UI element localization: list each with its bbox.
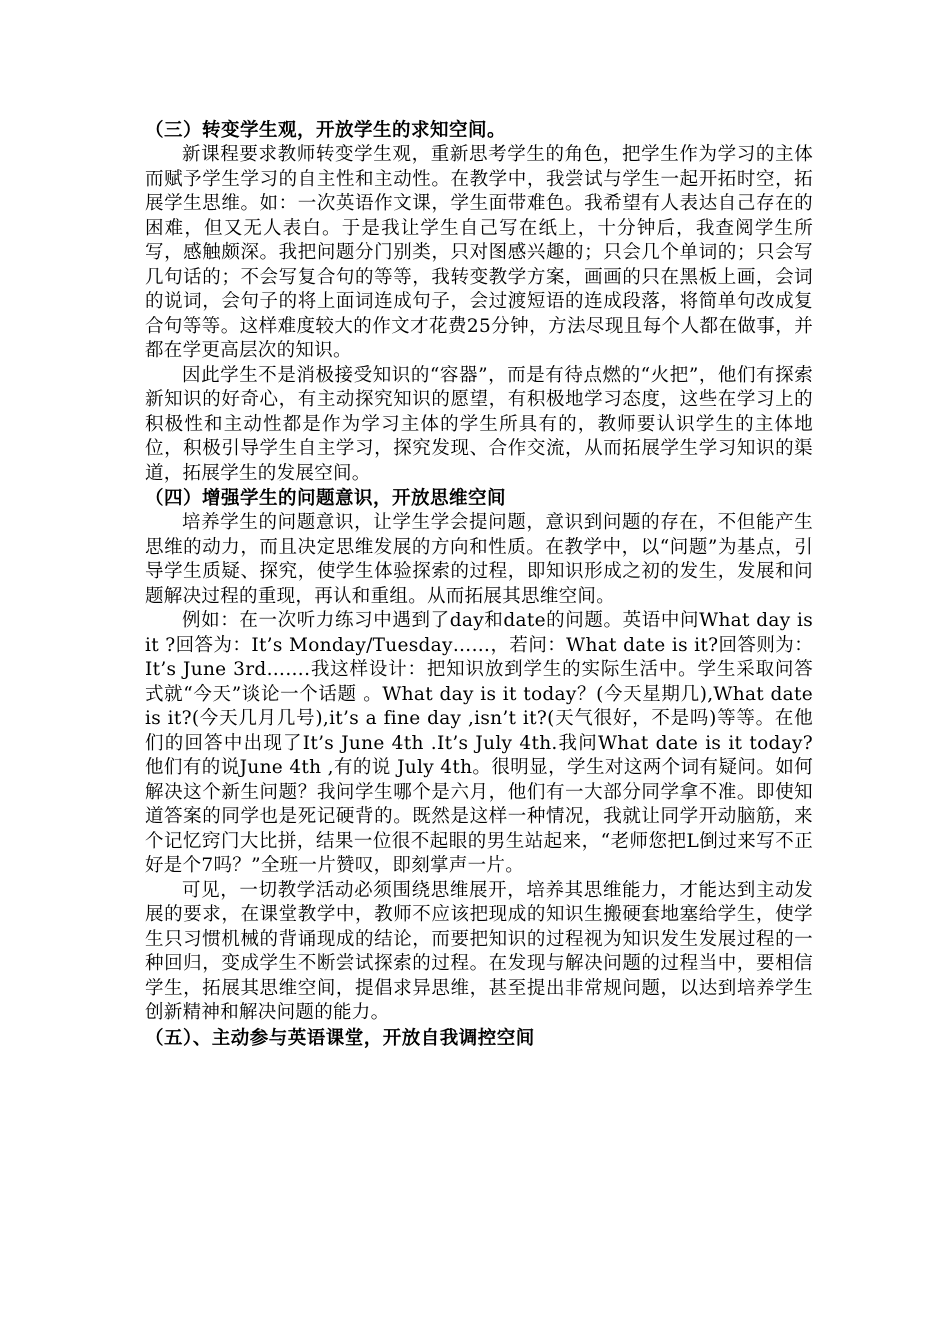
document-page xyxy=(145,118,813,1051)
section-4-heading: （四）增强学生的问题意识，开放思维空间 xyxy=(145,488,507,509)
section-4-paragraph-2: 例如：在一次听力练习中遇到了day和date的问题。英语中问What day is it ?回答为：It’s Monday/Tuesday……，若问：What date is it?回答则为：It’s June 3rd…….我这样设计：把知识放到学生的实际生活中。学生采取问答式就“今天”谈论一个话题 。What day is it today？(今天星期几),What date is it?(今天几月几号),it’s a fine day ,isn’t it?(天气很好，不是吗)等等。在他们的回答中出现了It’s June 4th .It’s July 4th.我问What date is it today?他们有的说June 4th ,有的说 July 4th。很明显，学生对这两个词有疑问。如何解决这个新生问题？我问学生哪个是六月，他们有一大部分同学拿不准。即使知道答案的同学也是死记硬背的。既然是这样一种情况，我就让同学开动脑筋，来个记忆窍门大比拼，结果一位很不起眼的男生站起来，“老师您把L倒过来写不正好是个7吗？”全班一片赞叹，即刻掌声一片。 xyxy=(145,610,813,876)
section-5-heading: （五）、主动参与英语课堂，开放自我调控空间 xyxy=(145,1027,535,1049)
section-3-paragraph-2: 因此学生不是消极接受知识的“容器”，而是有待点燃的“火把”，他们有探索新知识的好奇心，有主动探究知识的愿望，有积极地学习态度，这些在学习上的积极性和主动性都是作为学习主体的学生所具有的，教师要认识学生的主体地位，积极引导学生自主学习，探究发现、合作交流，从而拓展学生学习知识的渠道，拓展学生的发展空间。 xyxy=(145,364,813,484)
section-3-paragraph-1: 新课程要求教师转变学生观，重新思考学生的角色，把学生作为学习的主体而赋予学生学习的自主性和主动性。在教学中，我尝试与学生一起开拓时空，拓展学生思维。如：一次英语作文课，学生面带难色。我希望有人表达自己存在的困难，但又无人表白。于是我让学生自己写在纸上，十分钟后，我查阅学生所写，感触颇深。我把问题分门别类，只对图感兴趣的；只会几个单词的；只会写几句话的；不会写复合句的等等，我转变教学方案，画画的只在黑板上画，会词的说词，会句子的将上面词连成句子，会过渡短语的连成段落，将简单句改成复合句等等。这样难度较大的作文才花费25分钟，方法尽现且每个人都在做事，并都在学更高层次的知识。 xyxy=(145,144,813,361)
section-3-heading: （三）转变学生观，开放学生的求知空间。 xyxy=(145,120,507,141)
section-4-paragraph-3: 可见，一切教学活动必须围绕思维展开，培养其思维能力，才能达到主动发展的要求，在课堂教学中，教师不应该把现成的知识生搬硬套地塞给学生，使学生只习惯机械的背诵现成的结论，而要把知识的过程视为知识发生发展过程的一种回归，变成学生不断尝试探索的过程。在发现与解决问题的过程当中，要相信学生，拓展其思维空间，提倡求异思维，甚至提出非常规问题，以达到培养学生创新精神和解决问题的能力。 xyxy=(145,879,813,1023)
section-4-paragraph-1: 培养学生的问题意识，让学生学会提问题，意识到问题的存在，不但能产生思维的动力，而且决定思维发展的方向和性质。在教学中，以“问题”为基点，引导学生质疑、探究，使学生体验探索的过程，即知识形成之初的发生，发展和问题解决过程的重现，再认和重组。从而拓展其思维空间。 xyxy=(145,512,813,607)
